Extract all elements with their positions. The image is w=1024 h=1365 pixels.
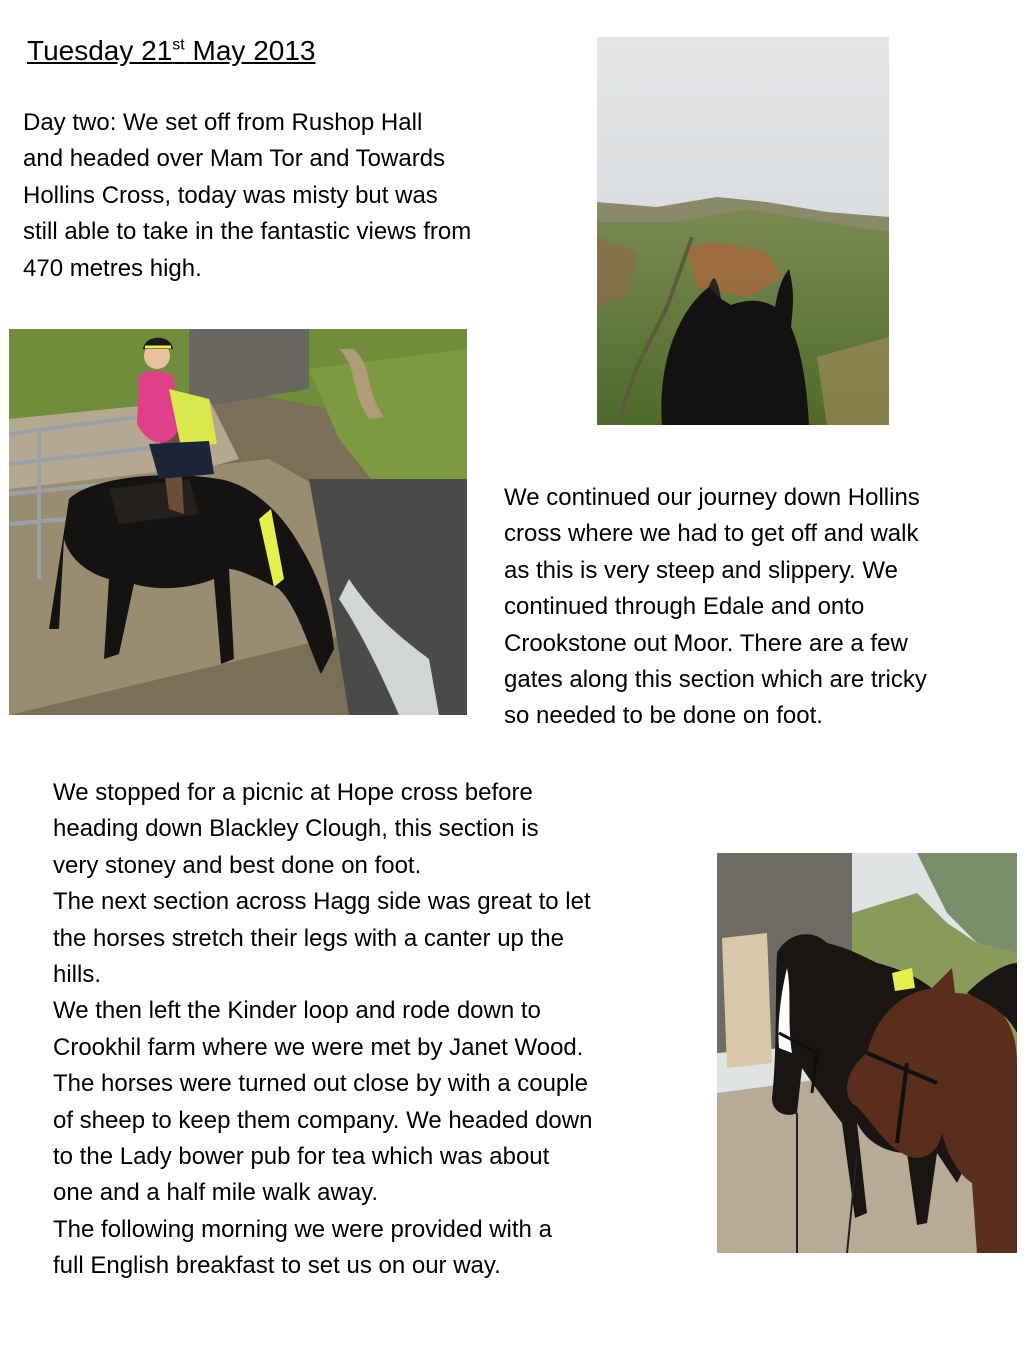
paragraph-hope-cross — [53, 775, 592, 1284]
text-line: We then left the Kinder loop and rode down to — [53, 997, 541, 1025]
text-line: gates along this section which are tricky — [504, 665, 927, 693]
text-line: cross where we had to get off and walk — [504, 520, 919, 548]
text-line: The horses were turned out close by with a couple — [53, 1070, 588, 1098]
title-date: Tuesday 21 — [27, 35, 173, 66]
text-line: of sheep to keep them company. We headed down — [53, 1106, 593, 1134]
photo-two-horses-at-farm — [717, 853, 1017, 1253]
text-line: full English breakfast to set us on our way. — [53, 1252, 501, 1280]
text-line: continued through Edale and onto — [504, 593, 865, 621]
paragraph-day-two — [23, 105, 471, 287]
text-line: so needed to be done on foot. — [504, 702, 823, 730]
text-line: and headed over Mam Tor and Towards — [23, 145, 446, 173]
text-line: Crookstone out Moor. There are a few — [504, 629, 908, 657]
text-line: the horses stretch their legs with a canter up the — [53, 924, 564, 952]
text-line: as this is very steep and slippery. We — [504, 556, 898, 584]
text-line: hills. — [53, 960, 102, 988]
text-line: heading down Blackley Clough, this section is — [53, 815, 539, 843]
text-line: We continued our journey down Hollins — [504, 484, 920, 511]
text-line: to the Lady bower pub for tea which was about — [53, 1142, 550, 1170]
text-line: Day two: We set off from Rushop Hall — [23, 109, 423, 136]
text-line: Crookhil farm where we were met by Janet Wood. — [53, 1033, 584, 1061]
text-line: still able to take in the fantastic views from — [23, 218, 472, 246]
text-line: 470 metres high. — [23, 254, 202, 282]
page-title — [27, 33, 315, 69]
text-line: very stoney and best done on foot. — [53, 851, 422, 879]
title-ordinal-suffix: st — [172, 36, 185, 54]
text-line: Hollins Cross, today was misty but was — [23, 181, 438, 209]
photo-rider-horse-drinking-stream — [9, 329, 467, 715]
paragraph-hollins-cross — [504, 480, 927, 735]
photo-view-between-horse-ears — [597, 37, 889, 425]
text-line: The next section across Hagg side was great to let — [53, 888, 591, 916]
text-line: one and a half mile walk away. — [53, 1179, 379, 1207]
text-line: We stopped for a picnic at Hope cross before — [53, 779, 533, 806]
title-month-year: May 2013 — [184, 35, 316, 66]
text-line: The following morning we were provided with a — [53, 1215, 552, 1243]
